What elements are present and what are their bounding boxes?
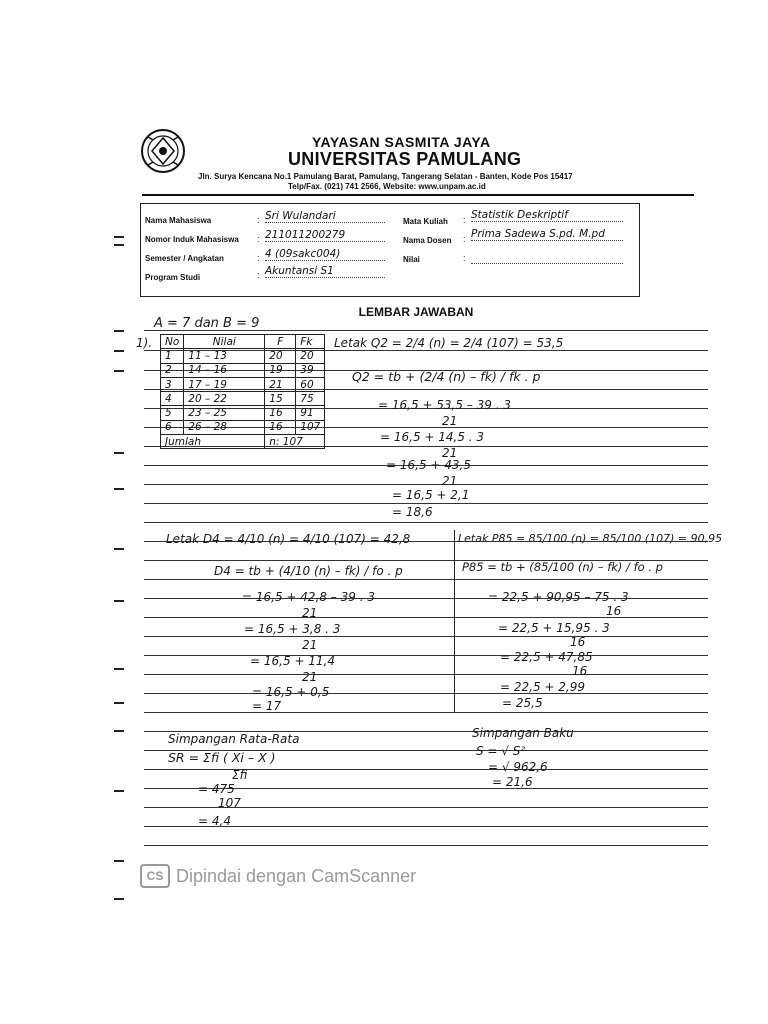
page-title: LEMBAR JAWABAN — [358, 305, 474, 319]
colon: : — [463, 234, 466, 244]
table-header-row — [161, 335, 325, 349]
table-cell: 16 — [265, 420, 296, 434]
q2-line-5-denominator: 21 — [442, 474, 458, 488]
camscanner-icon: CS — [140, 864, 170, 888]
table-cell: 11 – 13 — [184, 349, 265, 363]
nama-value: Sri Wulandari — [265, 210, 385, 223]
table-cell: 107 — [296, 420, 325, 434]
colon: : — [257, 234, 260, 244]
sr-formula-denominator: Σfi — [232, 768, 248, 782]
total-value: n: 107 — [265, 435, 325, 449]
table-cell: 17 – 19 — [184, 377, 265, 391]
table-cell: 23 – 25 — [184, 406, 265, 420]
table-cell: 91 — [296, 406, 325, 420]
p85-line-6: = 22,5 + 2,99 — [500, 680, 585, 694]
a-b-values: A = 7 dan B = 9 — [154, 316, 260, 331]
table-cell: 2 — [161, 363, 184, 377]
colon: : — [463, 215, 466, 225]
q2-line-3-denominator: 21 — [442, 414, 458, 428]
frequency-table — [160, 334, 325, 449]
foundation-name: YAYASAN SASMITA JAYA — [312, 134, 491, 150]
prodi-label: Program Studi — [145, 273, 201, 282]
sb-line-2: = √ 962,6 — [488, 760, 548, 774]
table-header: Fk — [296, 335, 325, 349]
header-rule — [142, 194, 694, 196]
p85-line-7: = 25,5 — [502, 696, 543, 710]
d4-line-5: = 16,5 + 11,4 — [250, 654, 335, 668]
p85-line-2: P85 = tb + (85/100 (n) – fk) / fo . p — [462, 560, 663, 574]
table-cell: 26 – 28 — [184, 420, 265, 434]
q2-line-4-denominator: 21 — [442, 446, 458, 460]
sr-line-2: = 475 — [198, 782, 235, 796]
colon: : — [257, 215, 260, 225]
table-header: No — [161, 335, 184, 349]
d4-line-4: = 16,5 + 3,8 . 3 — [244, 622, 341, 636]
q2-line-1: Letak Q2 = 2/4 (n) = 2/4 (107) = 53,5 — [334, 336, 564, 350]
table-cell: 5 — [161, 406, 184, 420]
table-cell: 4 — [161, 392, 184, 406]
q2-line-3: = 16,5 + 53,5 – 39 . 3 — [378, 398, 511, 412]
table-row — [161, 406, 325, 420]
nama-label: Nama Mahasiswa — [145, 216, 212, 225]
q2-line-7: = 18,6 — [392, 505, 433, 519]
table-total-row — [161, 435, 325, 449]
table-cell: 6 — [161, 420, 184, 434]
d4-line-3-denominator: 21 — [302, 606, 318, 620]
camscanner-watermark — [140, 864, 416, 888]
university-contact: Telp/Fax. (021) 741 2566, Website: www.unpam.ac.id — [288, 182, 486, 191]
nim-label: Nomor Induk Mahasiswa — [145, 235, 239, 244]
d4-line-4-denominator: 21 — [302, 638, 318, 652]
nim-value: 211011200279 — [265, 229, 385, 242]
dosen-label: Nama Dosen — [403, 236, 452, 245]
sr-line-2-denominator: 107 — [218, 796, 241, 810]
d4-line-5-denominator: 21 — [302, 670, 318, 684]
q2-line-2: Q2 = tb + (2/4 (n) – fk) / fk . p — [352, 369, 541, 384]
sr-title: Simpangan Rata-Rata — [168, 732, 300, 746]
p85-line-3-denominator: 16 — [606, 604, 622, 618]
nilai-label: Nilai — [403, 255, 420, 264]
colon: : — [257, 270, 260, 280]
d4-line-6: = 16,5 + 0,5 — [252, 685, 330, 699]
table-header: Nilai — [184, 335, 265, 349]
sr-formula: SR = Σfi ( Xi – X̄ ) — [168, 750, 276, 765]
table-row — [161, 349, 325, 363]
colon: : — [257, 253, 260, 263]
sb-line-3: = 21,6 — [492, 775, 533, 789]
p85-line-3: = 22,5 + 90,95 – 75 . 3 — [488, 590, 629, 604]
p85-line-5: = 22,5 + 47,85 — [500, 650, 593, 664]
sb-title: Simpangan Baku — [472, 726, 574, 740]
table-cell: 1 — [161, 349, 184, 363]
p85-line-4: = 22,5 + 15,95 . 3 — [498, 621, 610, 635]
table-cell: 75 — [296, 392, 325, 406]
p85-line-4-denominator: 16 — [570, 635, 586, 649]
sb-line-1: S = √ S² — [476, 744, 526, 758]
table-cell: 21 — [265, 377, 296, 391]
table-row — [161, 377, 325, 391]
table-cell: 39 — [296, 363, 325, 377]
table-row — [161, 363, 325, 377]
p85-line-1: Letak P85 = 85/100 (n) = 85/100 (107) = 90,95 — [458, 532, 723, 545]
table-row — [161, 392, 325, 406]
sr-line-3: = 4,4 — [198, 814, 231, 828]
total-label: Jumlah — [161, 435, 265, 449]
table-cell: 19 — [265, 363, 296, 377]
matkul-value: Statistik Deskriptif — [471, 209, 623, 222]
d4-line-3: = 16,5 + 42,8 – 39 . 3 — [242, 590, 375, 604]
table-row — [161, 420, 325, 434]
table-header: F — [265, 335, 296, 349]
prodi-value: Akuntansi S1 — [265, 265, 385, 278]
d4-line-1: Letak D4 = 4/10 (n) = 4/10 (107) = 42,8 — [166, 532, 411, 546]
table-cell: 15 — [265, 392, 296, 406]
university-logo — [140, 128, 186, 174]
q2-line-6: = 16,5 + 2,1 — [392, 488, 470, 502]
matkul-label: Mata Kuliah — [403, 217, 448, 226]
nilai-blank — [471, 263, 623, 264]
watermark-text: Dipindai dengan CamScanner — [176, 865, 417, 886]
university-address: Jln. Surya Kencana No.1 Pamulang Barat, Pamulang, Tangerang Selatan - Banten, Kode Pos 15417 — [198, 172, 573, 181]
q2-line-5: = 16,5 + 43,5 — [386, 458, 471, 472]
answer-sheet — [122, 118, 723, 906]
column-divider — [454, 530, 455, 712]
p85-line-5-denominator: 16 — [572, 664, 588, 678]
d4-line-2: D4 = tb + (4/10 (n) – fk) / fo . p — [214, 564, 403, 578]
colon: : — [463, 253, 466, 263]
semester-label: Semester / Angkatan — [145, 254, 224, 263]
university-name: UNIVERSITAS PAMULANG — [288, 149, 522, 169]
table-cell: 20 — [296, 349, 325, 363]
table-cell: 20 – 22 — [184, 392, 265, 406]
dosen-value: Prima Sadewa S.pd. M.pd — [471, 228, 623, 241]
semester-value: 4 (09sakc004) — [265, 248, 385, 261]
question-number: 1). — [136, 336, 153, 350]
table-cell: 3 — [161, 377, 184, 391]
table-cell: 60 — [296, 377, 325, 391]
q2-line-4: = 16,5 + 14,5 . 3 — [380, 430, 485, 444]
d4-line-7: = 17 — [252, 699, 282, 713]
student-info-box — [140, 203, 640, 297]
table-cell: 14 – 16 — [184, 363, 265, 377]
table-cell: 20 — [265, 349, 296, 363]
table-cell: 16 — [265, 406, 296, 420]
